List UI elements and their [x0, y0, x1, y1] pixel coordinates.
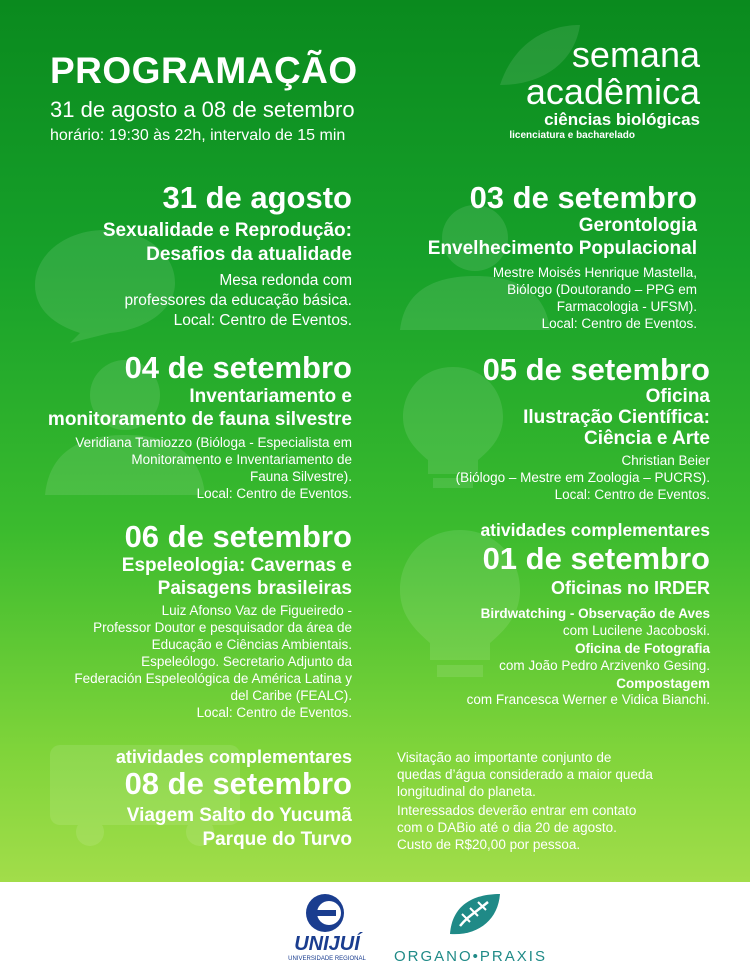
event7-desc2: quedas d’água considerado a maior queda — [397, 767, 653, 782]
event3-desc2: Monitoramento e Inventariamento de — [131, 452, 352, 467]
event4-title-line2: Ilustração Científica: — [523, 407, 710, 428]
event3-desc4: Local: Centro de Eventos. — [196, 486, 352, 501]
event1-desc1: Mesa redonda com — [219, 272, 352, 289]
activity-birdwatching: Birdwatching - Observação de Aves — [480, 606, 710, 621]
event2-desc1: Mestre Moisés Henrique Mastella, — [492, 265, 697, 280]
event1-title-line2: Desafios da atualidade — [146, 244, 352, 265]
event2-title-line2: Envelhecimento Populacional — [427, 238, 697, 259]
unijui-subtitle: UNIVERSIDADE REGIONAL — [288, 956, 366, 962]
speech-bubble-icon — [30, 225, 180, 345]
event7-desc5: com o DABio até o dia 20 de agosto. — [397, 820, 617, 835]
event2-desc2: Biólogo (Doutorando – PPG em — [507, 282, 697, 297]
brand-licenciatura: licenciatura e bacharelado — [509, 130, 635, 141]
event7-title-line1: Viagem Salto do Yucumã — [126, 805, 352, 826]
event5-desc1: Luiz Afonso Vaz de Figueiredo - — [161, 603, 352, 618]
event5-desc6: del Caribe (FEALC). — [230, 688, 352, 703]
event3-date: 04 de setembro — [124, 350, 352, 385]
event5-desc4: Espeleólogo. Secretario Adjunto da — [141, 654, 352, 669]
event7-title-line2: Parque do Turvo — [202, 829, 352, 850]
event7-desc3: longitudinal do planeta. — [397, 784, 536, 799]
event5-desc2: Professor Doutor e pesquisador da área de — [93, 620, 352, 635]
event1-date: 31 de agosto — [162, 180, 352, 215]
event3-title-line1: Inventariamento e — [189, 386, 352, 407]
event1-title-line1: Sexualidade e Reprodução: — [102, 220, 352, 241]
event2-desc4: Local: Centro de Eventos. — [541, 316, 697, 331]
event4-date: 05 de setembro — [482, 352, 710, 387]
footer — [0, 882, 750, 974]
event3-desc1: Veridiana Tamiozzo (Bióloga - Especialista em — [75, 435, 352, 450]
schedule: horário: 19:30 às 22h, intervalo de 15 min — [50, 127, 346, 144]
event4-title-line3: Ciência e Arte — [583, 428, 710, 449]
event4-title-line1: Oficina — [645, 386, 710, 407]
brand-semana: semana — [571, 34, 700, 75]
event5-desc7: Local: Centro de Eventos. — [196, 705, 352, 720]
unijui-wordmark: UNIJUÍ — [294, 933, 360, 955]
page-title: PROGRAMAÇÃO — [50, 50, 358, 91]
event1-desc2: professores da educação básica. — [124, 292, 352, 309]
activity-photography-host: com João Pedro Arzivenko Gesing. — [499, 658, 710, 673]
event5-title-line1: Espeleologia: Cavernas e — [121, 555, 352, 576]
event6-title: Oficinas no IRDER — [550, 578, 710, 598]
event7-kicker: atividades complementares — [115, 747, 352, 767]
event3-desc3: Fauna Silvestre). — [249, 469, 352, 484]
date-range: 31 de agosto a 08 de setembro — [50, 97, 355, 122]
event4-desc3: Local: Centro de Eventos. — [554, 487, 710, 502]
event2-title-line1: Gerontologia — [578, 215, 697, 236]
event3-title-line2: monitoramento de fauna silvestre — [47, 409, 352, 430]
organo-praxis-wordmark: ORGANO•PRAXIS — [394, 948, 547, 965]
event6-date: 01 de setembro — [482, 541, 710, 576]
event2-desc3: Farmacologia - UFSM). — [556, 299, 697, 314]
activity-composting-host: com Francesca Werner e Vidica Bianchi. — [466, 692, 710, 707]
unijui-logo — [300, 892, 350, 934]
activity-birdwatching-host: com Lucilene Jacoboski. — [562, 623, 710, 638]
event4-desc1: Christian Beier — [621, 453, 710, 468]
brand-ciencias: ciências biológicas — [544, 110, 700, 129]
event5-desc5: Federación Espeleológica de América Latina y — [74, 671, 352, 686]
event7-desc6: Custo de R$20,00 por pessoa. — [397, 837, 581, 852]
event7-desc4: Interessados deverão entrar em contato — [397, 803, 637, 818]
brand-academica: acadêmica — [525, 71, 700, 112]
event7-date: 08 de setembro — [124, 766, 352, 801]
activity-photography: Oficina de Fotografia — [574, 641, 710, 656]
event5-title-line2: Paisagens brasileiras — [157, 578, 352, 599]
event5-desc3: Educação e Ciências Ambientais. — [151, 637, 352, 652]
event2-date: 03 de setembro — [469, 180, 697, 215]
dna-leaf-logo — [446, 890, 504, 938]
event5-date: 06 de setembro — [124, 519, 352, 554]
event6-kicker: atividades complementares — [480, 520, 710, 540]
event4-desc2: (Biólogo – Mestre em Zoologia – PUCRS). — [455, 470, 710, 485]
event7-desc1: Visitação ao importante conjunto de — [397, 750, 612, 765]
activity-composting: Compostagem — [616, 676, 710, 691]
event1-desc3: Local: Centro de Eventos. — [173, 312, 352, 329]
